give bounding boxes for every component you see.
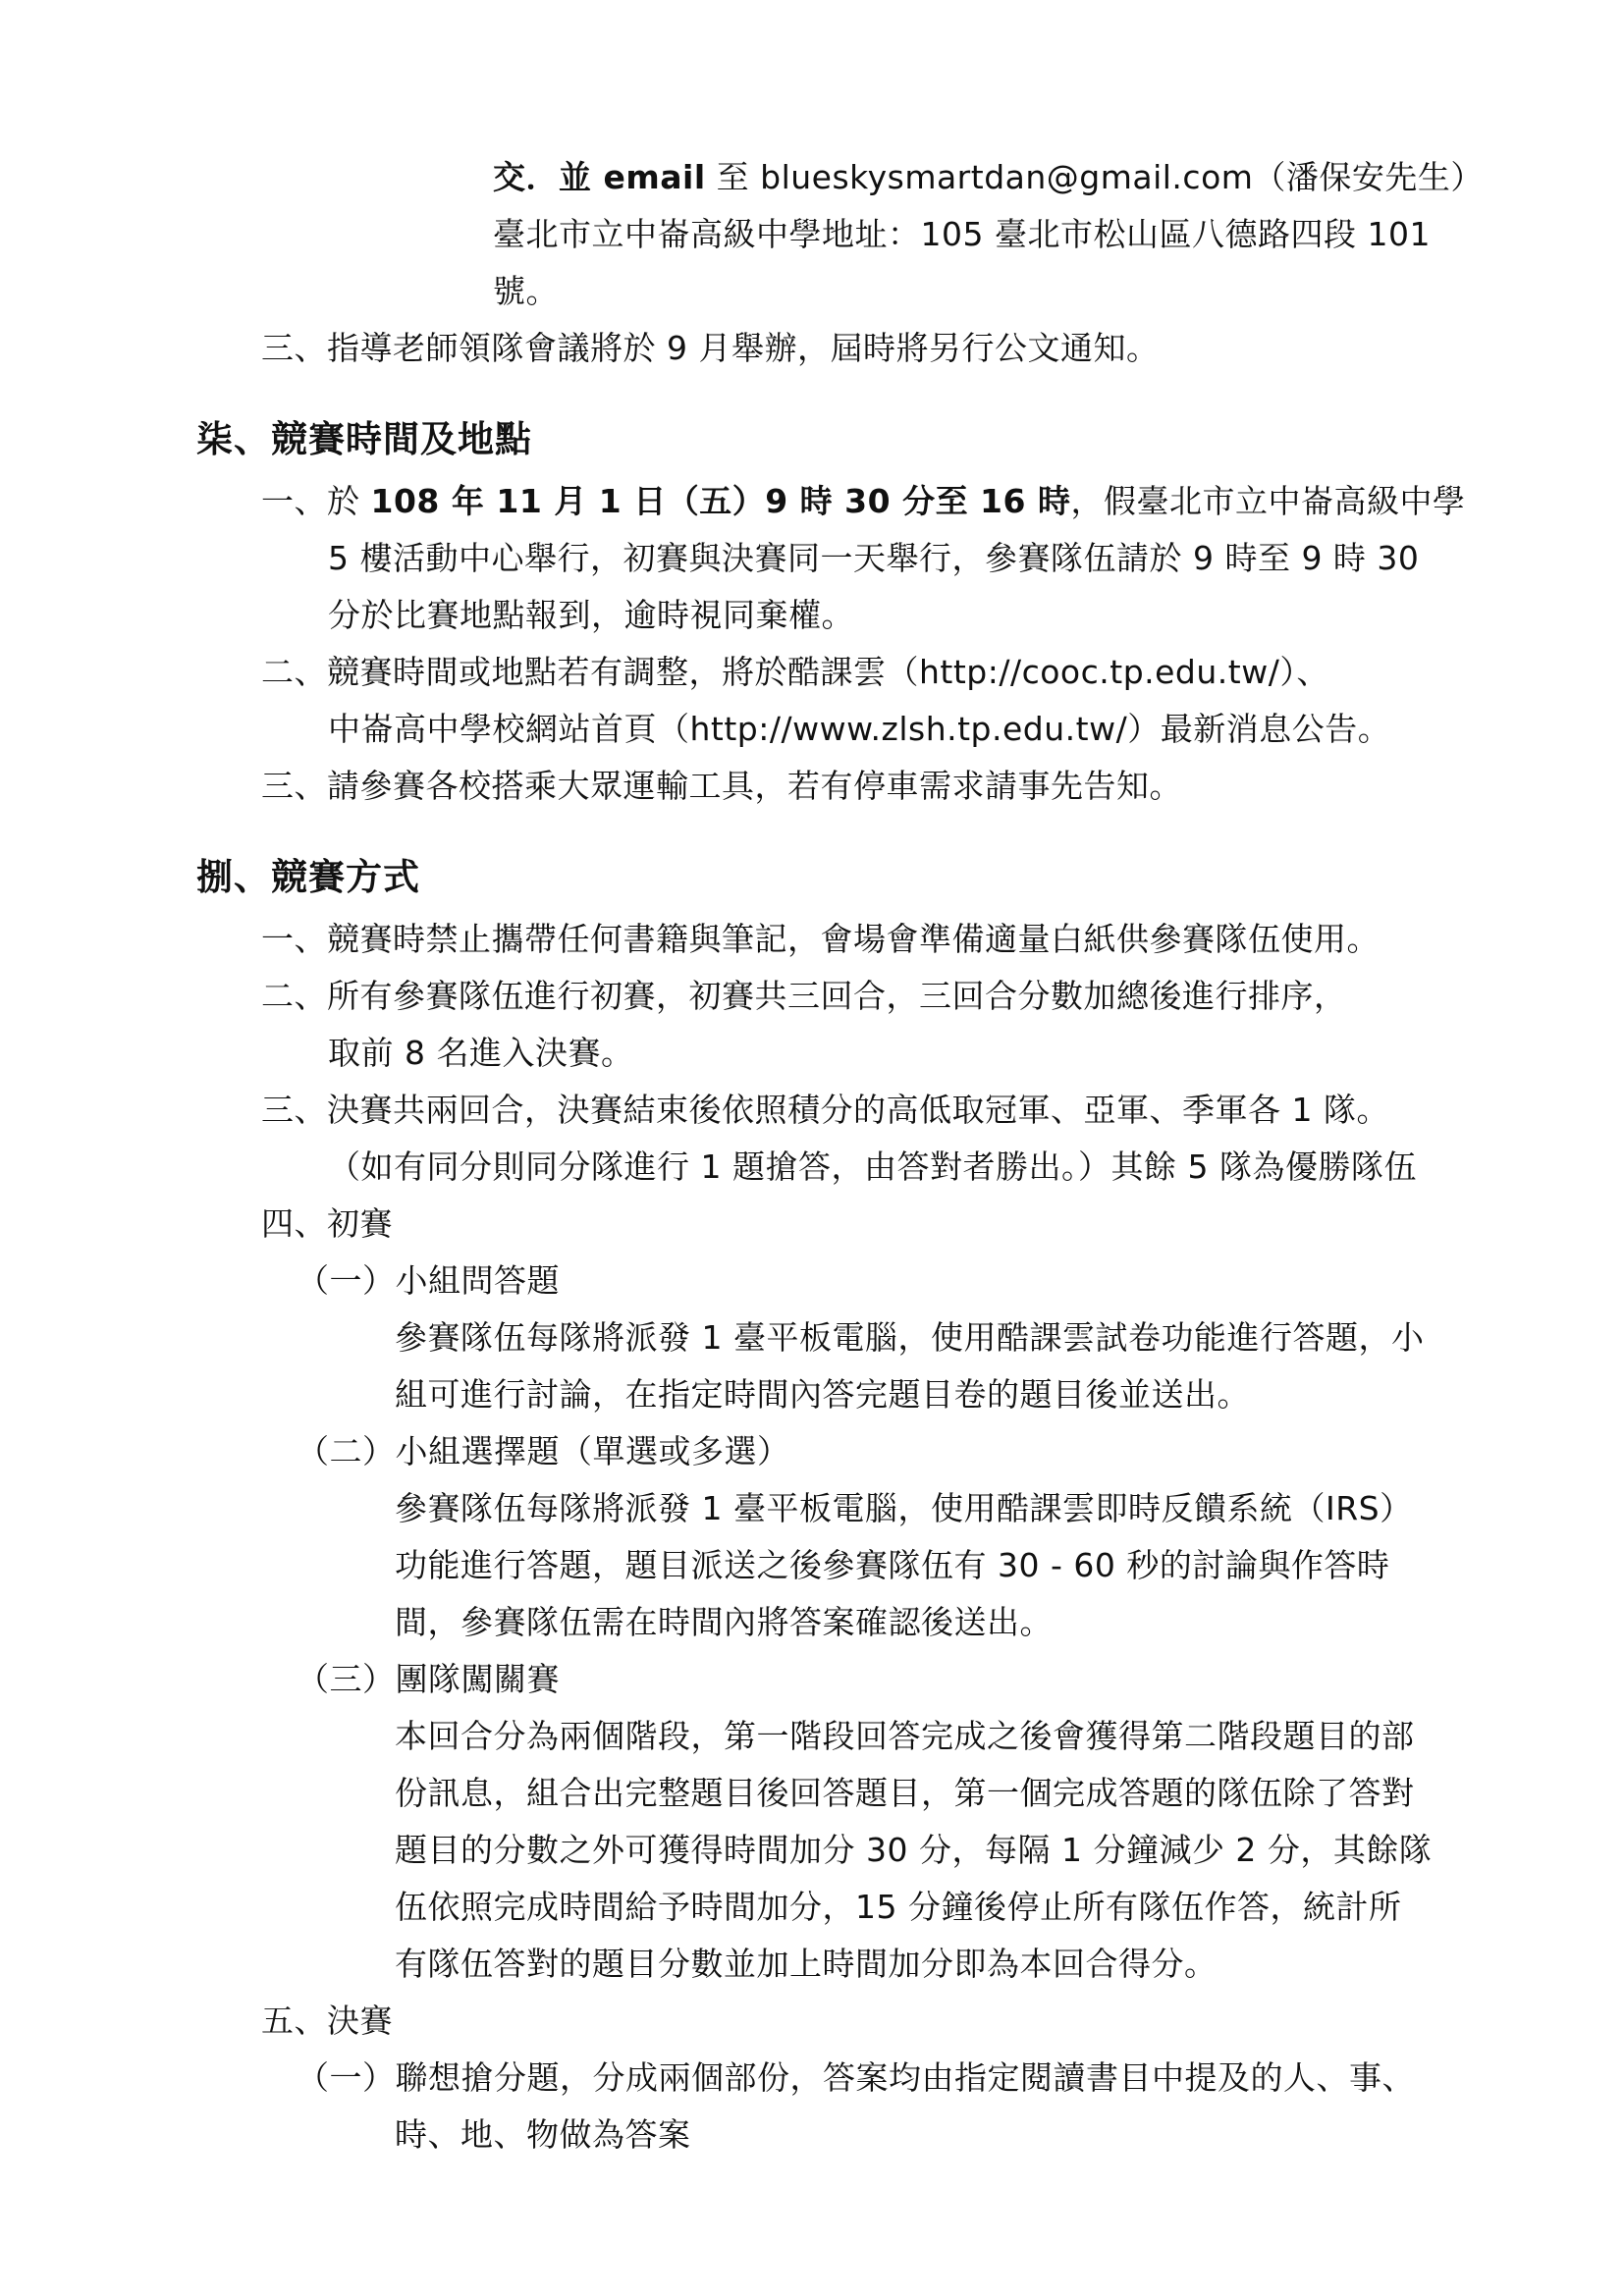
s8-item-4-3-line-2: 份訊息，組合出完整題目後回答題目，第一個完成答題的隊伍除了答對 bbox=[395, 1774, 1415, 1812]
s7-item-1-line-3: 分於比賽地點報到，逾時視同棄權。 bbox=[328, 596, 854, 634]
s8-item-1: 一、競賽時禁止攜帶任何書籍與筆記，會場會準備適量白紙供參賽隊伍使用。 bbox=[261, 920, 1380, 958]
s8-item-4-1-line-2: 組可進行討論，在指定時間內答完題目卷的題目後並送出。 bbox=[395, 1375, 1250, 1414]
s8-item-4-3-line-3: 題目的分數之外可獲得時間加分 30 分，每隔 1 分鐘減少 2 分，其餘隊 bbox=[395, 1831, 1433, 1869]
s7-item-1-date-bold: 108 年 11 月 1 日（五）9 時 30 分至 16 時 bbox=[370, 482, 1071, 520]
section-7-heading: 柒、競賽時間及地點 bbox=[196, 418, 532, 460]
email-line bbox=[493, 158, 1484, 197]
s7-item-1-prefix: 一、於 bbox=[261, 482, 371, 520]
section-8-heading: 捌、競賽方式 bbox=[196, 856, 420, 898]
s8-item-4-1-title: （一）小組問答題 bbox=[297, 1261, 560, 1300]
s8-item-5-1-line-2: 時、地、物做為答案 bbox=[395, 2115, 691, 2154]
s7-item-1-line-1 bbox=[261, 482, 1465, 521]
s7-item-2-line-2: 中崙高中學校網站首頁（http://www.zlsh.tp.edu.tw/）最新消息公告。 bbox=[328, 710, 1391, 748]
s8-item-4-3-title: （三）團隊闖關賽 bbox=[297, 1660, 560, 1698]
advisor-meeting-item: 三、指導老師領隊會議將於 9 月舉辦，屆時將另行公文通知。 bbox=[261, 329, 1160, 367]
submit-email-bold: 交．並 email bbox=[493, 158, 706, 196]
s7-item-2-line-1: 二、競賽時間或地點若有調整，將於酷課雲（http://cooc.tp.edu.tw/）、 bbox=[261, 653, 1329, 691]
s8-item-4-2-line-2: 功能進行答題，題目派送之後參賽隊伍有 30 - 60 秒的討論與作答時 bbox=[395, 1546, 1390, 1584]
s8-item-3-line-2: （如有同分則同分隊進行 1 題搶答，由答對者勝出。）其餘 5 隊為優勝隊伍 bbox=[328, 1148, 1417, 1186]
s8-item-4-1-line-1: 參賽隊伍每隊將派發 1 臺平板電腦，使用酷課雲試卷功能進行答題，小 bbox=[395, 1318, 1425, 1357]
school-address-line-2: 號。 bbox=[493, 272, 559, 310]
s8-item-4-3-line-5: 有隊伍答對的題目分數並加上時間加分即為本回合得分。 bbox=[395, 1945, 1218, 1983]
s7-item-1-suffix: ，假臺北市立中崙高級中學 bbox=[1070, 482, 1466, 520]
s8-item-4: 四、初賽 bbox=[261, 1204, 393, 1243]
s8-item-5: 五、決賽 bbox=[261, 2002, 393, 2040]
s8-item-2-line-1: 二、所有參賽隊伍進行初賽，初賽共三回合，三回合分數加總後進行排序， bbox=[261, 977, 1347, 1015]
s8-item-4-2-line-1: 參賽隊伍每隊將派發 1 臺平板電腦，使用酷課雲即時反饋系統（IRS） bbox=[395, 1489, 1413, 1527]
s8-item-3-line-1: 三、決賽共兩回合，決賽結束後依照積分的高低取冠軍、亞軍、季軍各 1 隊。 bbox=[261, 1091, 1389, 1129]
s8-item-2-line-2: 取前 8 名進入決賽。 bbox=[328, 1034, 634, 1072]
email-address-text: 至 blueskysmartdan@gmail.com（潘保安先生） bbox=[705, 158, 1484, 196]
s8-item-4-2-line-3: 間，參賽隊伍需在時間內將答案確認後送出。 bbox=[395, 1603, 1053, 1641]
s7-item-1-line-2: 5 樓活動中心舉行，初賽與決賽同一天舉行，參賽隊伍請於 9 時至 9 時 30 bbox=[328, 539, 1420, 577]
s8-item-4-3-line-1: 本回合分為兩個階段，第一階段回答完成之後會獲得第二階段題目的部 bbox=[395, 1717, 1415, 1755]
s7-item-3: 三、請參賽各校搭乘大眾運輸工具，若有停車需求請事先告知。 bbox=[261, 767, 1182, 805]
s8-item-4-2-title: （二）小組選擇題（單選或多選） bbox=[297, 1432, 790, 1470]
school-address-line: 臺北市立中崙高級中學地址：105 臺北市松山區八德路四段 101 bbox=[493, 215, 1431, 253]
s8-item-5-1-line-1: （一）聯想搶分題，分成兩個部份，答案均由指定閱讀書目中提及的人、事、 bbox=[297, 2058, 1415, 2097]
s8-item-4-3-line-4: 伍依照完成時間給予時間加分，15 分鐘後停止所有隊伍作答，統計所 bbox=[395, 1888, 1402, 1926]
